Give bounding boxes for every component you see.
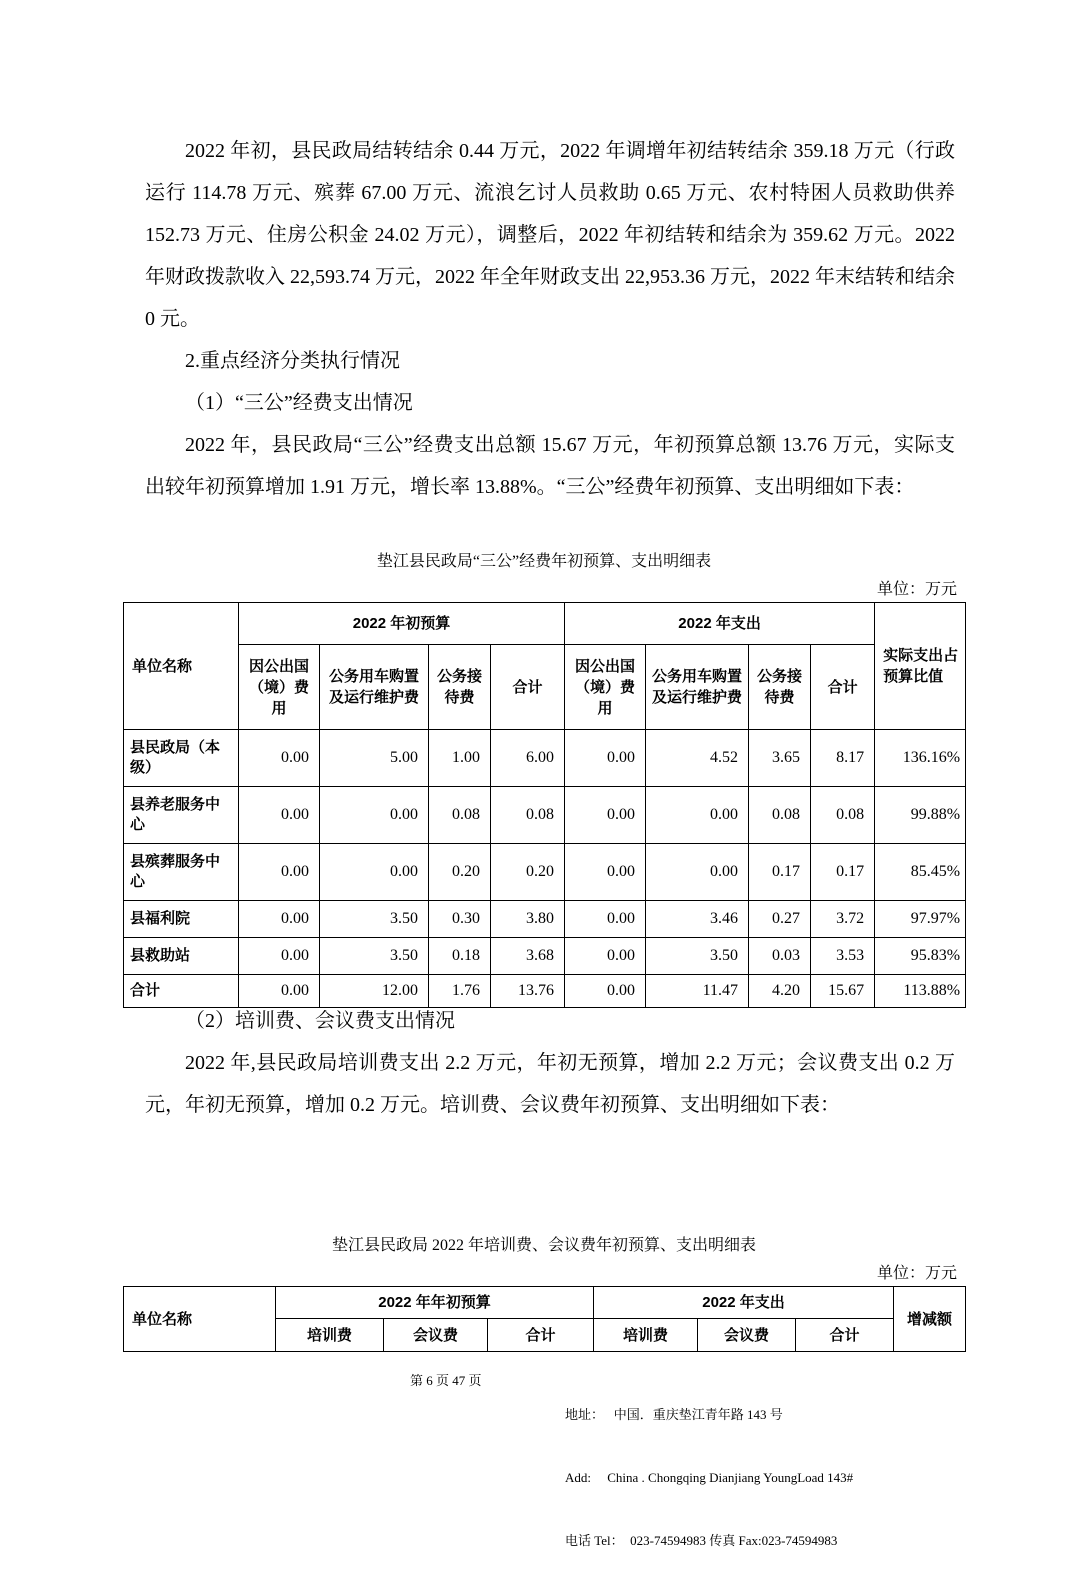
col-header-total-budget: 合计 <box>488 1319 594 1352</box>
value-cell: 4.52 <box>646 730 749 787</box>
table-row <box>124 787 966 844</box>
col-header-vehicle-spend: 公务用车购置及运行维护费 <box>646 645 749 730</box>
value-cell: 0.00 <box>320 844 429 901</box>
col-group-spend: 2022 年支出 <box>594 1287 894 1319</box>
value-cell: 1.76 <box>429 975 491 1008</box>
value-cell: 3.53 <box>811 938 875 975</box>
table-row <box>124 901 966 938</box>
col-header-reception-budget: 公务接待费 <box>429 645 491 730</box>
unit-name-cell: 县福利院 <box>124 901 239 938</box>
col-group-spend: 2022 年支出 <box>565 603 875 645</box>
col-header-abroad-spend: 因公出国（境）费用 <box>565 645 646 730</box>
address-block <box>565 1362 853 1593</box>
unit-label-2: 单位：万元 <box>876 1265 957 1282</box>
value-cell: 11.47 <box>646 975 749 1008</box>
subsection-heading-sangong: （1）“三公”经费支出情况 <box>185 392 413 414</box>
value-cell: 0.00 <box>320 787 429 844</box>
value-cell: 0.20 <box>491 844 565 901</box>
value-cell: 3.50 <box>646 938 749 975</box>
address-line-cn: 地址： 中国．重庆垫江青年路 143 号 <box>565 1407 783 1422</box>
unit-name-cell: 县民政局（本级） <box>124 730 239 787</box>
col-group-budget: 2022 年初预算 <box>239 603 565 645</box>
value-cell: 5.00 <box>320 730 429 787</box>
value-cell: 113.88% <box>875 975 966 1008</box>
value-cell: 0.00 <box>239 901 320 938</box>
value-cell: 3.50 <box>320 901 429 938</box>
value-cell: 3.50 <box>320 938 429 975</box>
value-cell: 0.00 <box>239 787 320 844</box>
value-cell: 0.00 <box>646 787 749 844</box>
value-cell: 0.00 <box>565 787 646 844</box>
col-header-abroad-budget: 因公出国（境）费用 <box>239 645 320 730</box>
address-line-en: Add: China . Chongqing Dianjiang YoungLoad 143# <box>565 1470 854 1485</box>
unit-name-cell: 县殡葬服务中心 <box>124 844 239 901</box>
training-table-block <box>123 1234 965 1352</box>
unit-name-cell: 合计 <box>124 975 239 1008</box>
section-heading: 2.重点经济分类执行情况 <box>185 350 400 372</box>
value-cell: 0.08 <box>811 787 875 844</box>
col-header-meeting-budget: 会议费 <box>384 1319 488 1352</box>
value-cell: 13.76 <box>491 975 565 1008</box>
value-cell: 0.00 <box>646 844 749 901</box>
sangong-table-title: 垫江县民政局“三公”经费年初预算、支出明细表 <box>376 553 712 570</box>
unit-name-cell: 县救助站 <box>124 938 239 975</box>
intro-section <box>123 130 965 508</box>
col-header-training-budget: 培训费 <box>276 1319 384 1352</box>
table-header-row <box>124 603 966 645</box>
value-cell: 0.08 <box>749 787 811 844</box>
sangong-table-block <box>123 550 965 1008</box>
table-row <box>124 844 966 901</box>
paragraph-balances: 2022 年初，县民政局结转结余 0.44 万元，2022 年调增年初结转结余 359.18 万元（行政运行 114.78 万元、殡葬 67.00 万元、流浪乞讨人员救助 0.65 万元、农村特困人员救助供养 152.73 万元、住房公积金 24.02 万元），调整后，2022 年初结转和结余为 359.62 万元。2022 年财政拨款收入 22,593.74 万元，2022 年全年财政支出 22,953.36 万元，2022 年末结转和结余 0 元。 <box>145 140 955 330</box>
value-cell: 3.68 <box>491 938 565 975</box>
value-cell: 3.80 <box>491 901 565 938</box>
value-cell: 0.00 <box>239 730 320 787</box>
col-header-total-budget: 合计 <box>491 645 565 730</box>
training-table <box>123 1286 966 1352</box>
value-cell: 12.00 <box>320 975 429 1008</box>
value-cell: 3.46 <box>646 901 749 938</box>
value-cell: 0.00 <box>565 844 646 901</box>
value-cell: 97.97% <box>875 901 966 938</box>
value-cell: 8.17 <box>811 730 875 787</box>
col-header-unit-name: 单位名称 <box>124 603 239 730</box>
value-cell: 0.00 <box>239 844 320 901</box>
sangong-table <box>123 602 966 1008</box>
value-cell: 0.17 <box>749 844 811 901</box>
value-cell: 0.00 <box>239 975 320 1008</box>
value-cell: 0.27 <box>749 901 811 938</box>
value-cell: 4.20 <box>749 975 811 1008</box>
value-cell: 136.16% <box>875 730 966 787</box>
value-cell: 6.00 <box>491 730 565 787</box>
training-table-title: 垫江县民政局 2022 年培训费、会议费年初预算、支出明细表 <box>331 1237 756 1254</box>
value-cell: 0.20 <box>429 844 491 901</box>
unit-label-1: 单位：万元 <box>876 581 957 598</box>
col-header-vehicle-budget: 公务用车购置及运行维护费 <box>320 645 429 730</box>
col-header-ratio: 实际支出占预算比值 <box>875 603 966 730</box>
value-cell: 0.00 <box>565 730 646 787</box>
value-cell: 0.03 <box>749 938 811 975</box>
value-cell: 99.88% <box>875 787 966 844</box>
value-cell: 1.00 <box>429 730 491 787</box>
paragraph-sangong: 2022 年，县民政局“三公”经费支出总额 15.67 万元，年初预算总额 13.76 万元，实际支出较年初预算增加 1.91 万元，增长率 13.88%。“三公”经费年初预算、支出明细如下表： <box>145 434 955 498</box>
paragraph-training: 2022 年,县民政局培训费支出 2.2 万元，年初无预算，增加 2.2 万元；会议费支出 0.2 万元，年初无预算，增加 0.2 万元。培训费、会议费年初预算、支出明细如下表： <box>145 1052 955 1116</box>
table-row <box>124 730 966 787</box>
value-cell: 0.08 <box>429 787 491 844</box>
value-cell: 0.00 <box>565 901 646 938</box>
col-header-total-spend: 合计 <box>796 1319 894 1352</box>
value-cell: 0.00 <box>565 938 646 975</box>
unit-name-cell: 县养老服务中心 <box>124 787 239 844</box>
col-header-reception-spend: 公务接待费 <box>749 645 811 730</box>
table-header-row <box>124 1287 966 1319</box>
table-row <box>124 938 966 975</box>
value-cell: 0.17 <box>811 844 875 901</box>
col-header-meeting-spend: 会议费 <box>698 1319 796 1352</box>
value-cell: 3.65 <box>749 730 811 787</box>
subsection-heading-training: （2）培训费、会议费支出情况 <box>185 1010 455 1032</box>
value-cell: 3.72 <box>811 901 875 938</box>
table-subheader-row <box>124 645 966 730</box>
value-cell: 85.45% <box>875 844 966 901</box>
value-cell: 0.00 <box>239 938 320 975</box>
training-section <box>123 1000 965 1126</box>
page-number: 第 6 页 47 页 <box>410 1373 482 1388</box>
col-header-total-spend: 合计 <box>811 645 875 730</box>
value-cell: 0.30 <box>429 901 491 938</box>
phone-fax-line: 电话 Tel： 023-74594983 传真 Fax:023-74594983 <box>565 1533 838 1548</box>
col-header-training-spend: 培训费 <box>594 1319 698 1352</box>
col-header-unit-name: 单位名称 <box>124 1287 276 1352</box>
value-cell: 0.08 <box>491 787 565 844</box>
value-cell: 0.18 <box>429 938 491 975</box>
value-cell: 95.83% <box>875 938 966 975</box>
value-cell: 0.00 <box>565 975 646 1008</box>
value-cell: 15.67 <box>811 975 875 1008</box>
col-header-delta: 增减额 <box>894 1287 966 1352</box>
col-group-budget: 2022 年年初预算 <box>276 1287 594 1319</box>
